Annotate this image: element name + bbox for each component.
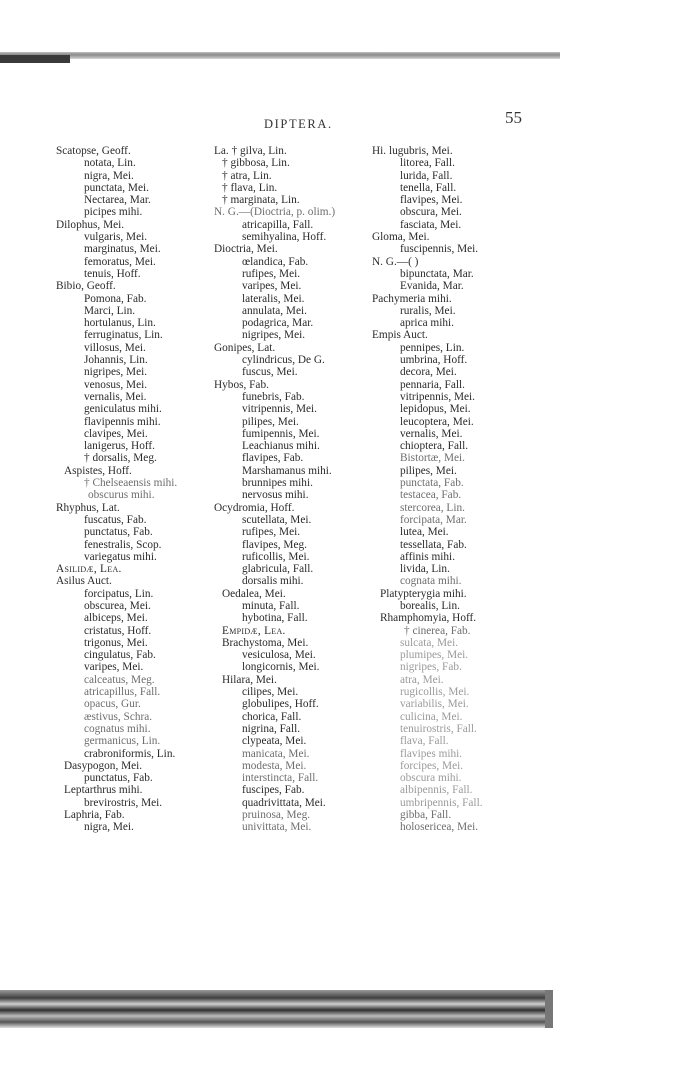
species-entry: stercorea, Lin. (400, 501, 465, 514)
species-entry: calceatus, Meg. (84, 673, 155, 686)
species-entry: hybotina, Fall. (242, 612, 308, 625)
species-entry: longicornis, Mei. (242, 661, 320, 674)
species-entry: Hilara, Mei. (222, 673, 277, 686)
species-entry: Johannis, Lin. (84, 354, 148, 367)
species-entry: ruficollis, Mei. (242, 550, 310, 563)
species-entry: pilipes, Mei. (242, 415, 299, 428)
species-entry: varipes, Mei. (84, 661, 144, 674)
species-entry: Hi. lugubris, Mei. (372, 145, 453, 157)
species-entry: cognata mihi. (400, 575, 462, 588)
species-entry: bipunctata, Mar. (400, 267, 474, 280)
scan-edge-bottom-corner (545, 990, 553, 1028)
species-entry: culicina, Mei. (400, 710, 463, 723)
species-entry: cilipes, Mei. (242, 686, 299, 699)
scan-edge-bottom (0, 990, 550, 1028)
species-entry: opacus, Gur. (84, 698, 141, 711)
species-entry: decora, Mei. (400, 366, 457, 379)
species-entry: plumipes, Mei. (400, 649, 469, 662)
species-entry: univittata, Mei. (242, 821, 312, 834)
species-entry: minuta, Fall. (242, 599, 300, 612)
species-column-3 (372, 145, 483, 834)
scan-edge-top-dark (0, 55, 70, 63)
species-entry: variabilis, Mei. (400, 698, 469, 711)
species-entry: sulcata, Mei. (400, 636, 459, 649)
species-entry: pennipes, Lin. (400, 341, 465, 354)
species-entry: forcipata, Mar. (400, 513, 467, 526)
species-entry: atricapillus, Fall. (84, 686, 161, 699)
species-entry: varipes, Mei. (242, 280, 302, 293)
species-entry: fenestralis, Scop. (84, 538, 162, 551)
species-entry: flavipes, Fab. (242, 452, 304, 465)
species-entry: punctatus, Fab. (84, 772, 153, 785)
species-entry: modesta, Mei. (242, 759, 307, 772)
species-entry: rufipes, Mei. (242, 526, 301, 539)
species-entry: marginatus, Mei. (84, 243, 161, 256)
species-entry: æstivus, Schra. (84, 710, 153, 723)
species-entry: testacea, Fab. (400, 489, 462, 502)
species-entry: Laphria, Fab. (64, 809, 125, 822)
species-entry: † marginata, Lin. (222, 194, 300, 207)
species-entry: Dilophus, Mei. (56, 218, 125, 231)
species-entry: fuscipes, Fab. (242, 784, 305, 797)
species-entry: fumipennis, Mei. (242, 427, 320, 440)
species-entry: tenella, Fall. (400, 181, 457, 194)
species-entry: germanicus, Lin. (84, 735, 161, 748)
species-entry: punctatus, Fab. (84, 526, 153, 539)
species-entry: nigrina, Fall. (242, 722, 301, 735)
species-entry: umbrina, Hoff. (400, 354, 468, 367)
species-entry: † Chelseaensis mihi. (84, 477, 178, 490)
species-entry: globulipes, Hoff. (242, 698, 319, 711)
species-entry: dorsalis mihi. (242, 575, 304, 588)
species-entry: Aspistes, Hoff. (64, 464, 132, 477)
species-entry: crabroniformis, Lin. (84, 747, 176, 760)
species-entry: œlandica, Fab. (242, 255, 309, 268)
species-entry: fasciata, Mei. (400, 218, 462, 231)
species-entry: Bibio, Geoff. (56, 280, 116, 293)
species-entry: brunnipes mihi. (242, 477, 313, 490)
page-number: 55 (505, 108, 522, 127)
species-entry: albipennis, Fall. (400, 784, 473, 797)
species-entry: femoratus, Mei. (84, 255, 156, 268)
species-entry: Brachystoma, Mei. (222, 636, 309, 649)
species-entry: vulgaris, Mei. (84, 231, 148, 244)
running-title: DIPTERA. (264, 117, 333, 131)
species-entry: picipes mihi. (84, 206, 143, 219)
species-entry: quadrivittata, Mei. (242, 796, 326, 809)
species-entry: Dioctria, Mei. (214, 243, 278, 256)
species-entry: Empidæ, Lea. (222, 624, 286, 637)
species-entry: interstincta, Fall. (242, 772, 319, 785)
species-entry: tenuirostris, Fall. (400, 722, 477, 735)
species-entry: vernalis, Mei. (84, 390, 147, 403)
species-entry: Platypterygia mihi. (380, 587, 467, 600)
species-entry: umbripennis, Fall. (400, 796, 483, 809)
species-entry: † flava, Lin. (222, 181, 278, 194)
species-entry: pruinosa, Meg. (242, 809, 311, 822)
species-entry: Pachymeria mihi. (372, 292, 452, 305)
species-entry: La. † gilva, Lin. (214, 145, 287, 157)
species-entry: cylindricus, De G. (242, 354, 325, 367)
species-entry: Ocydromia, Hoff. (214, 501, 295, 514)
species-entry: litorea, Fall. (400, 157, 455, 170)
species-entry: atricapilla, Fall. (242, 218, 314, 231)
species-entry: nervosus mihi. (242, 489, 309, 502)
species-entry: nigra, Mei. (84, 821, 134, 834)
species-entry: lateralis, Mei. (242, 292, 305, 305)
species-entry: forcipatus, Lin. (84, 587, 154, 600)
species-entry: semihyalina, Hoff. (242, 231, 327, 244)
species-entry: gibba, Fall. (400, 809, 452, 822)
species-entry: glabricula, Fall. (242, 563, 314, 576)
species-entry: nigripes, Fab. (400, 661, 462, 674)
species-entry: holosericea, Mei. (400, 821, 479, 834)
species-entry: vernalis, Mei. (400, 427, 463, 440)
species-entry: Empis Auct. (372, 329, 428, 342)
species-entry: chioptera, Fall. (400, 440, 469, 453)
species-entry: Pomona, Fab. (84, 292, 147, 305)
species-entry: † cinerea, Fab. (404, 624, 471, 637)
species-entry: flavipennis mihi. (84, 415, 161, 428)
species-entry: Gloma, Mei. (372, 231, 430, 244)
species-entry: trigonus, Mei. (84, 636, 148, 649)
species-entry: pennaria, Fall. (400, 378, 465, 391)
species-entry: hortulanus, Lin. (84, 317, 156, 330)
species-entry: obscurea, Mei. (84, 599, 151, 612)
species-entry: flavipes, Meg. (242, 538, 307, 551)
species-entry: variegatus mihi. (84, 550, 157, 563)
species-entry: Scatopse, Geoff. (56, 145, 131, 157)
species-entry: obscura, Mei. (400, 206, 462, 219)
species-entry: punctata, Mei. (84, 181, 149, 194)
species-entry: atra, Mei. (400, 673, 444, 686)
species-entry: vitripennis, Mei. (242, 403, 317, 416)
species-entry: fuscus, Mei. (242, 366, 298, 379)
species-entry: flavipes, Mei. (400, 194, 463, 207)
species-entry: fuscatus, Fab. (84, 513, 147, 526)
species-entry: † dorsalis, Meg. (84, 452, 157, 465)
species-entry: Asilus Auct. (56, 575, 112, 588)
species-entry: Oedalea, Mei. (222, 587, 286, 600)
species-entry: Rhamphomyia, Hoff. (380, 612, 477, 625)
species-entry: pilipes, Mei. (400, 464, 457, 477)
species-entry: flava, Fall. (400, 735, 449, 748)
species-entry: N. G.—( ) (372, 255, 419, 268)
species-entry: ruralis, Mei. (400, 304, 456, 317)
species-entry: Rhyphus, Lat. (56, 501, 120, 514)
species-entry: brevirostris, Mei. (84, 796, 163, 809)
species-entry: Leachianus mihi. (242, 440, 320, 453)
species-entry: lepidopus, Mei. (400, 403, 471, 416)
species-entry: lurida, Fall. (400, 169, 453, 182)
species-entry: flavipes mihi. (400, 747, 463, 760)
species-entry: Dasypogon, Mei. (64, 759, 143, 772)
species-entry: Evanida, Mar. (400, 280, 464, 293)
species-entry: obscurus mihi. (88, 489, 155, 502)
species-entry: lanigerus, Hoff. (84, 440, 156, 453)
species-entry: notata, Lin. (84, 157, 136, 170)
species-entry: tenuis, Hoff. (84, 267, 141, 280)
species-entry: clavipes, Mei. (84, 427, 148, 440)
species-entry: cristatus, Hoff. (84, 624, 152, 637)
species-entry: podagrica, Mar. (242, 317, 314, 330)
species-entry: annulata, Mei. (242, 304, 307, 317)
species-entry: Nectarea, Mar. (84, 194, 151, 207)
species-entry: vesiculosa, Mei. (242, 649, 316, 662)
species-entry: geniculatus mihi. (84, 403, 162, 416)
species-entry: clypeata, Mei. (242, 735, 307, 748)
species-entry: venosus, Mei. (84, 378, 148, 391)
species-column-2 (214, 145, 335, 834)
species-entry: fuscipennis, Mei. (400, 243, 479, 256)
species-entry: chorica, Fall. (242, 710, 302, 723)
species-entry: obscura mihi. (400, 772, 462, 785)
species-entry: N. G.—(Dioctria, p. olim.) (214, 206, 336, 219)
species-entry: Marci, Lin. (84, 304, 136, 317)
species-entry: Marshamanus mihi. (242, 464, 332, 477)
scan-edge-top (0, 52, 560, 59)
species-entry: forcipes, Mei. (400, 759, 464, 772)
species-entry: rugicollis, Mei. (400, 686, 470, 699)
species-entry: Bistortæ, Mei. (400, 452, 465, 465)
species-entry: Asilidæ, Lea. (56, 563, 122, 576)
species-entry: tessellata, Fab. (400, 538, 467, 551)
species-entry: aprica mihi. (400, 317, 454, 330)
species-entry: Gonipes, Lat. (214, 341, 276, 354)
species-entry: vitripennis, Mei. (400, 390, 475, 403)
species-entry: villosus, Mei. (84, 341, 146, 354)
species-column-1 (56, 145, 177, 834)
species-entry: nigripes, Mei. (84, 366, 148, 379)
species-entry: leucoptera, Mei. (400, 415, 474, 428)
species-entry: rufipes, Mei. (242, 267, 301, 280)
species-entry: nigripes, Mei. (242, 329, 306, 342)
species-entry: scutellata, Mei. (242, 513, 312, 526)
species-entry: borealis, Lin. (400, 599, 460, 612)
species-entry: punctata, Fab. (400, 477, 464, 490)
species-entry: funebris, Fab. (242, 390, 305, 403)
species-entry: cognatus mihi. (84, 722, 151, 735)
species-entry: albiceps, Mei. (84, 612, 148, 625)
species-entry: livida, Lin. (400, 563, 450, 576)
species-entry: ferruginatus, Lin. (84, 329, 163, 342)
species-entry: Leptarthrus mihi. (64, 784, 143, 797)
species-entry: Hybos, Fab. (214, 378, 269, 391)
species-entry: lutea, Mei. (400, 526, 449, 539)
species-entry: manicata, Mei. (242, 747, 310, 760)
species-entry: cingulatus, Fab. (84, 649, 156, 662)
species-entry: † gibbosa, Lin. (222, 157, 290, 170)
species-entry: affinis mihi. (400, 550, 456, 563)
species-entry: nigra, Mei. (84, 169, 134, 182)
species-entry: † atra, Lin. (222, 169, 272, 182)
